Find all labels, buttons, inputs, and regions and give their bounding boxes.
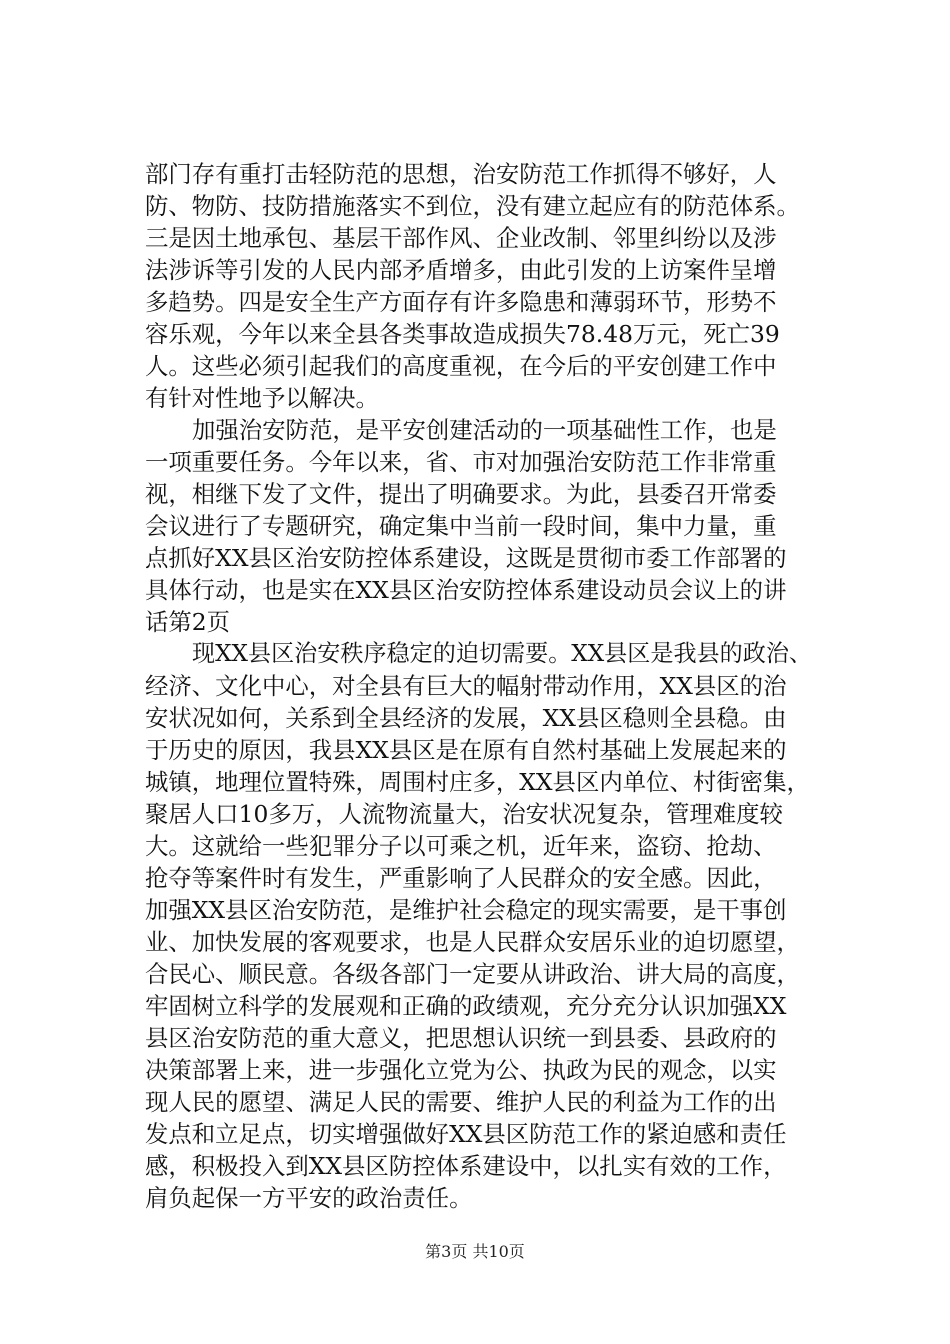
text-line: 肩负起保一方平安的政治责任。 [145,1184,473,1212]
text-line: 具体行动，也是实在XX县区治安防控体系建设动员会议上的讲 [145,576,787,604]
text-line: 大。这就给一些犯罪分子以可乘之机，近年来，盗窃、抢劫、 [145,832,777,860]
page-footer: 第3页 共10页 [425,1242,525,1261]
text-line: 话第2页 [145,608,231,636]
text-line: 人。这些必须引起我们的高度重视，在今后的平安创建工作中 [145,352,777,380]
text-line: 三是因土地承包、基层干部作风、企业改制、邻里纠纷以及涉 [145,224,777,252]
text-line: 现XX县区治安秩序稳定的迫切需要。XX县区是我县的政治、 [192,641,813,667]
text-line: 经济、文化中心，对全县有巨大的幅射带动作用，XX县区的治 [145,672,787,700]
text-line: 牢固树立科学的发展观和正确的政绩观，充分充分认识加强XX [145,992,787,1020]
text-line: 城镇，地理位置特殊，周围村庄多，XX县区内单位、村街密集， [145,768,810,796]
text-line: 发点和立足点，切实增强做好XX县区防范工作的紧迫感和责任 [145,1120,787,1148]
text-line: 抢夺等案件时有发生，严重影响了人民群众的安全感。因此， [145,864,777,892]
text-line: 有针对性地予以解决。 [145,384,379,412]
text-line: 一项重要任务。今年以来，省、市对加强治安防范工作非常重 [145,448,777,476]
text-line: 点抓好XX县区治安防控体系建设，这既是贯彻市委工作部署的 [145,544,787,572]
text-line: 加强XX县区治安防范，是维护社会稳定的现实需要，是干事创 [145,896,787,924]
text-line: 决策部署上来，进一步强化立党为公、执政为民的观念，以实 [145,1056,777,1084]
text-line: 防、物防、技防措施落实不到位，没有建立起应有的防范体系。 [145,192,800,220]
text-line: 法涉诉等引发的人民内部矛盾增多，由此引发的上访案件呈增 [145,256,777,284]
text-line: 业、加快发展的客观要求，也是人民群众安居乐业的迫切愿望， [145,928,800,956]
text-line: 安状况如何，关系到全县经济的发展，XX县区稳则全县稳。由 [145,704,787,732]
text-line: 合民心、顺民意。各级各部门一定要从讲政治、讲大局的高度， [145,960,800,988]
text-line: 感，积极投入到XX县区防控体系建设中，以扎实有效的工作， [145,1152,787,1180]
text-line: 聚居人口10多万，人流物流量大，治安状况复杂，管理难度较 [145,800,783,828]
body-text [145,158,813,1214]
text-line: 部门存有重打击轻防范的思想，治安防范工作抓得不够好，人 [145,160,777,188]
text-line: 容乐观，今年以来全县各类事故造成损失78.48万元，死亡39 [145,320,780,348]
text-line: 加强治安防范，是平安创建活动的一项基础性工作，也是 [192,416,777,444]
text-line: 县区治安防范的重大意义，把思想认识统一到县委、县政府的 [145,1024,777,1052]
text-line: 于历史的原因，我县XX县区是在原有自然村基础上发展起来的 [145,736,787,764]
text-line: 现人民的愿望、满足人民的需要、维护人民的利益为工作的出 [145,1088,777,1116]
text-line: 会议进行了专题研究，确定集中当前一段时间，集中力量，重 [145,512,777,540]
text-line: 视，相继下发了文件，提出了明确要求。为此，县委召开常委 [145,480,777,508]
text-line: 多趋势。四是安全生产方面存有许多隐患和薄弱环节，形势不 [145,288,777,316]
